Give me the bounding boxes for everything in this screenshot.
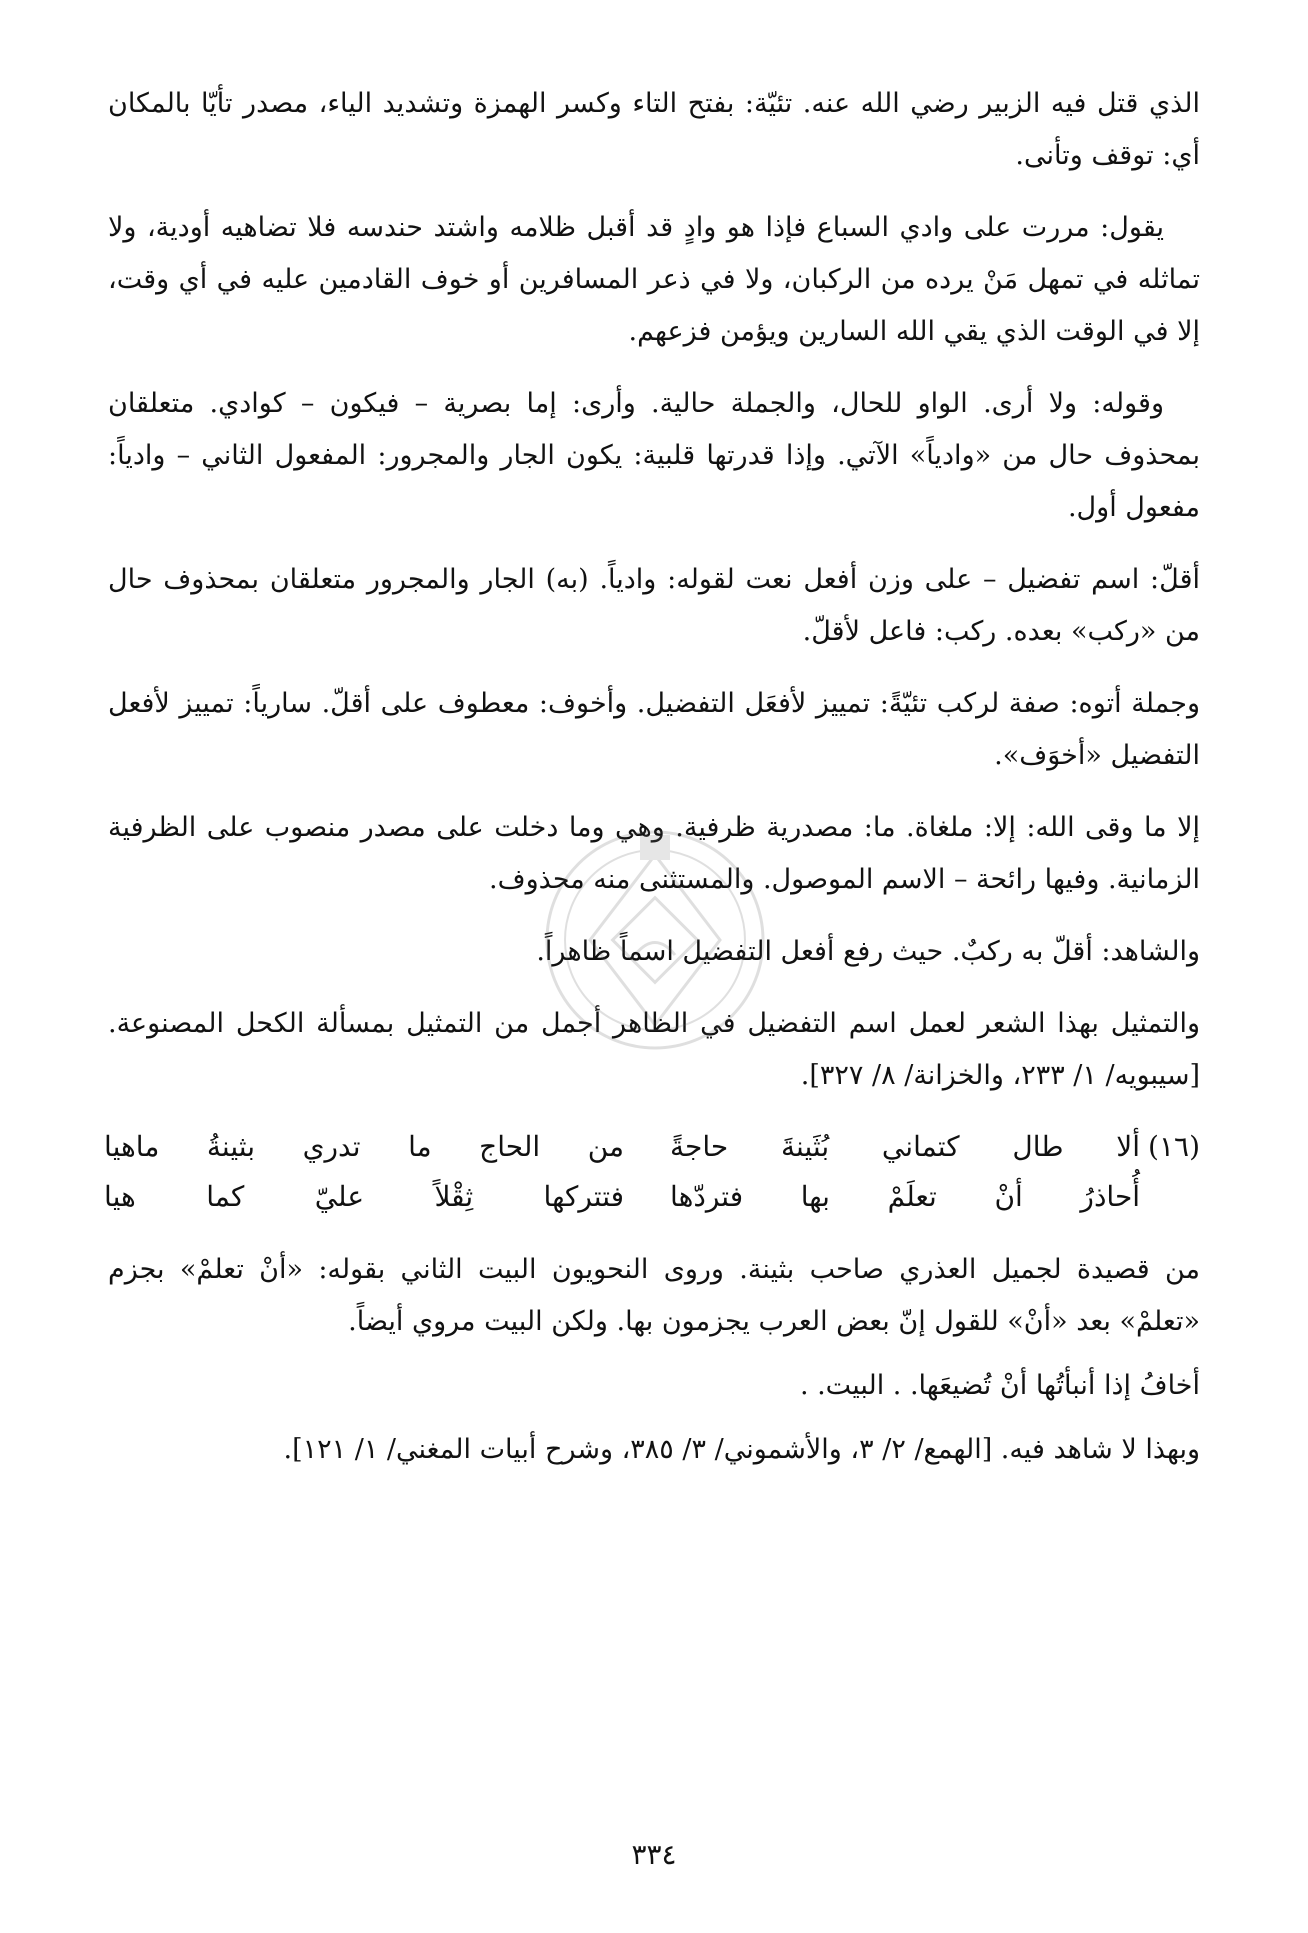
paragraph-2: يقول: مررت على وادي السباع فإذا هو وادٍ قد أقبل ظلامه واشتد حندسه فلا تضاهيه أودية، ولا تماثله في تمهل مَنْ يرده من الركبان، ولا في ذعر المسافرين أو خوف القادمين عليه في أي وقت، إلا في الوقت الذي يقي الله السارين ويؤمن فزعهم. [108, 212, 1200, 347]
paragraph-9: من قصيدة لجميل العذري صاحب بثينة. وروى النحويون البيت الثاني بقوله: «أنْ تعلمْ» بجزم «تعلمْ» بعد «أنْ» للقول إنّ بعض العرب يجزمون بها. ولكن البيت مروي أيضاً. [108, 1254, 1200, 1337]
paragraph-5: وجملة أتوه: صفة لركب تئيّةً: تمييز لأفعَل التفضيل. وأخوف: معطوف على أقلّ. سارياً: تمييز لأفعل التفضيل «أخوَف». [108, 688, 1200, 771]
paragraph-6: إلا ما وقى الله: إلا: ملغاة. ما: مصدرية ظرفية. وهي وما دخلت على مصدر منصوب على الظرفية الزمانية. وفيها رائحة – الاسم الموصول. والمستثنى منه محذوف. [108, 812, 1200, 895]
poem-block [104, 1122, 1200, 1222]
poem-verse [104, 1172, 1200, 1222]
poem-verse [104, 1122, 1200, 1172]
page-number: ٣٣٤ [631, 1838, 677, 1871]
verse-number: (١٦) [1148, 1130, 1200, 1163]
paragraph-1: الذي قتل فيه الزبير رضي الله عنه. تئيّة: بفتح التاء وكسر الهمزة وتشديد الياء، مصدر تأيّا بالمكان أي: توقف وتأنى. [108, 88, 1200, 171]
paragraph-11: وبهذا لا شاهد فيه. [الهمع/ ٢/ ٣، والأشموني/ ٣/ ٣٨٥، وشرح أبيات المغني/ ١/ ١٢١]. [283, 1434, 1200, 1465]
verse-hemistich-second: من الحاج ما تدري بثينةُ ماهيا [104, 1130, 625, 1163]
verse-hemistich-second: فتتركها ثِقْلاً عليّ كما هيا [104, 1180, 625, 1213]
paragraph-4: أقلّ: اسم تفضيل – على وزن أفعل نعت لقوله: وادياً. (به) الجار والمجرور متعلقان بمحذوف حال من «ركب» بعده. ركب: فاعل لأقلّ. [108, 564, 1200, 647]
page-body [104, 78, 1200, 1496]
verse-hemistich-first: أُحاذرُ أنْ تعلَمْ بها فتردّها [670, 1180, 1141, 1213]
paragraph-3: وقوله: ولا أرى. الواو للحال، والجملة حالية. وأرى: إما بصرية – فيكون – كوادي. متعلقان بمحذوف حال من «وادياً» الآتي. وإذا قدرتها قلبية: يكون الجار والمجرور: المفعول الثاني – وادياً: مفعول أول. [108, 388, 1200, 523]
verse-hemistich-first: ألا طال كتماني بُثَينةَ حاجةً [670, 1130, 1141, 1163]
paragraph-10: أخافُ إذا أنبأتُها أنْ تُضيعَها. . البيت. . [799, 1370, 1200, 1401]
paragraph-8: والتمثيل بهذا الشعر لعمل اسم التفضيل في الظاهر أجمل من التمثيل بمسألة الكحل المصنوعة. [سيبويه/ ١/ ٢٣٣، والخزانة/ ٨/ ٣٢٧]. [108, 1008, 1200, 1091]
paragraph-7: والشاهد: أقلّ به ركبٌ. حيث رفع أفعل التفضيل اسماً ظاهراً. [536, 936, 1200, 967]
